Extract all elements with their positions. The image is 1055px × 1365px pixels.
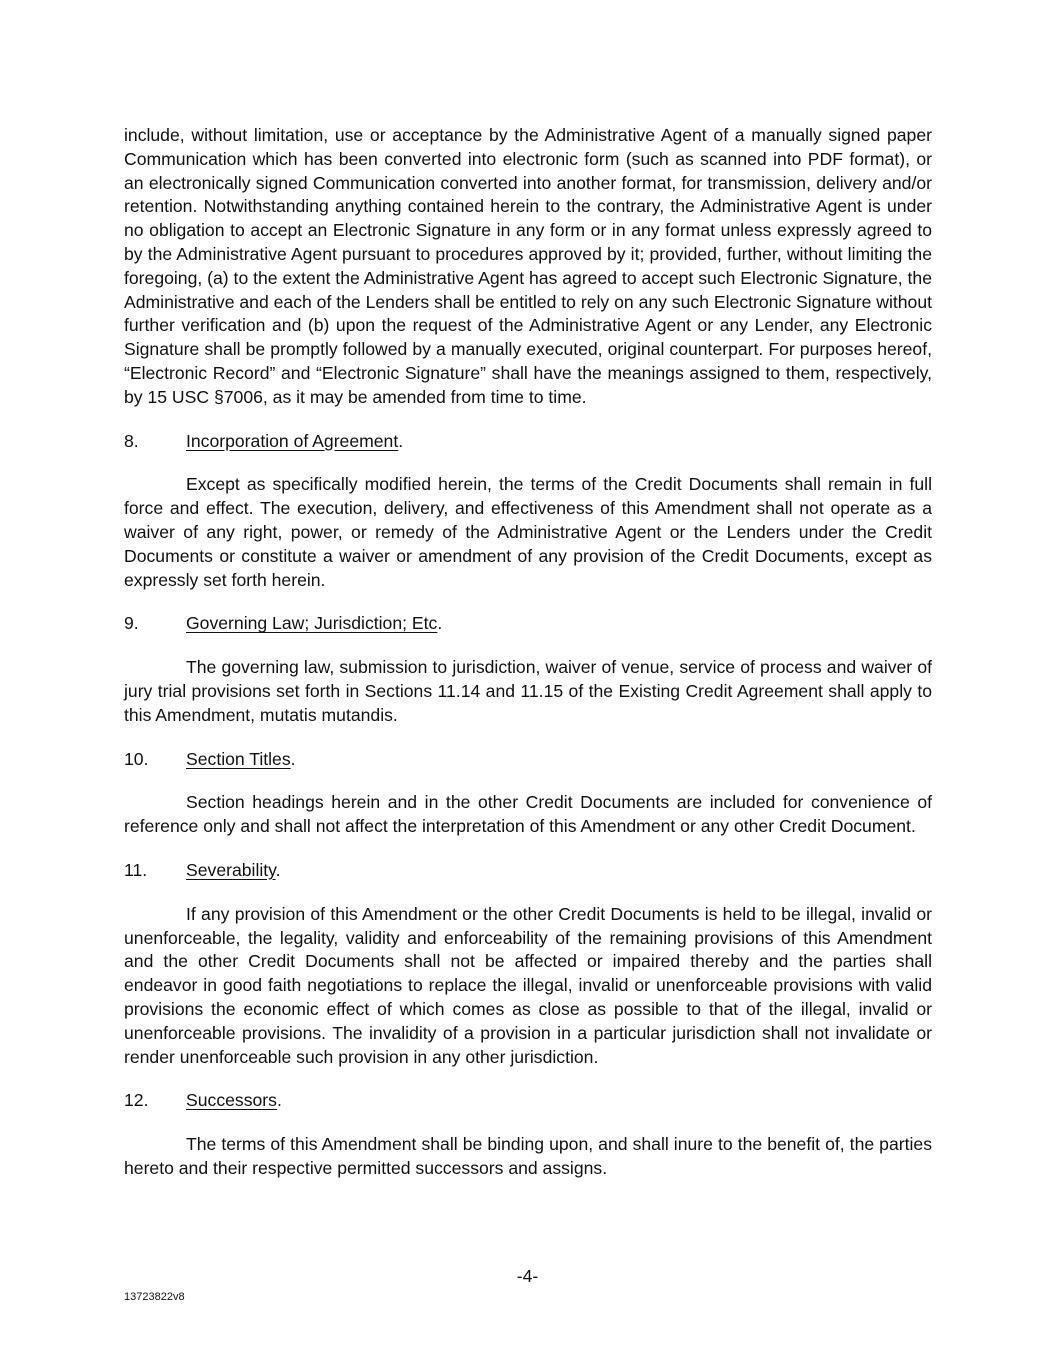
section-heading-12 [124, 1089, 932, 1113]
section-body-8: Except as specifically modified herein, the terms of the Credit Documents shall remain in full force and effect. The execution, delivery, and effectiveness of this Amendment shall not operate as a waiver of any right, power, or remedy of the Administrative Agent or the Lenders under the Credit Documents or constitute a waiver or amendment of any provision of the Credit Documents, except as expressly set forth herein. [124, 474, 932, 590]
section-heading-text [186, 748, 296, 772]
section-heading-11 [124, 859, 932, 883]
section-body-9: The governing law, submission to jurisdiction, waiver of venue, service of process and waiver of jury trial provisions set forth in Sections 11.14 and 11.15 of the Existing Credit Agreement shall apply to this Amendment, mutatis mutandis. [124, 657, 932, 725]
section-body-11: If any provision of this Amendment or the other Credit Documents is held to be illegal, invalid or unenforceable, the legality, validity and enforceability of the remaining provisions of this Amendment and the other Credit Documents shall not be affected or impaired thereby and the parties shall endeavor in good faith negotiations to replace the illegal, invalid or unenforceable provisions with valid provisions the economic effect of which comes as close as possible to that of the illegal, invalid or unenforceable provisions. The invalidity of a provision in a particular jurisdiction shall not invalidate or render unenforceable such provision in any other jurisdiction. [124, 903, 932, 1067]
section-title-punct: . [437, 613, 443, 634]
section-heading-10 [124, 748, 932, 772]
section-number: 12. [124, 1090, 149, 1111]
section-title: Severability [186, 859, 276, 880]
section-title-punct: . [275, 859, 281, 880]
section-number: 9. [124, 613, 139, 634]
section-body-10: Section headings herein and in the other Credit Documents are included for convenience of reference only and shall not affect the interpretation of this Amendment or any other Credit Document. [124, 792, 932, 837]
section-title-punct: . [290, 748, 296, 769]
intro-paragraph: include, without limitation, use or acceptance by the Administrative Agent of a manually signed paper Communication which has been converted into electronic form (such as scanned into PDF format), or an electronically signed Communication converted into another format, for transmission, delivery and/or retention. Notwithstanding anything contained herein to the contrary, the Administrative Agent is under no obligation to accept an Electronic Signature in any form or in any format unless expressly agreed to by the Administrative Agent pursuant to procedures approved by it; provided, further, without limiting the foregoing, (a) to the extent the Administrative Agent has agreed to accept such Electronic Signature, the Administrative and each of the Lenders shall be entitled to rely on any such Electronic Signature without further verification and (b) upon the request of the Administrative Agent or any Lender, any Electronic Signature shall be promptly followed by a manually executed, original counterpart. For purposes hereof, “Electronic Record” and “Electronic Signature” shall have the meanings assigned to them, respectively, by 15 USC §7006, as it may be amended from time to time. [124, 125, 932, 407]
section-title-punct: . [398, 430, 404, 451]
section-title-punct: . [276, 1090, 282, 1111]
section-heading-text [186, 612, 442, 636]
section-heading-9 [124, 612, 932, 636]
section-title: Section Titles [186, 748, 291, 769]
section-title: Successors [186, 1090, 277, 1111]
section-title: Governing Law; Jurisdiction; Etc [186, 613, 438, 634]
section-body-12: The terms of this Amendment shall be binding upon, and shall inure to the benefit of, the parties hereto and their respective permitted successors and assigns. [124, 1134, 932, 1178]
section-number: 11. [124, 859, 148, 880]
section-heading-8 [124, 430, 932, 454]
section-heading-text [186, 859, 281, 883]
section-heading-text [186, 1089, 282, 1113]
section-heading-text [186, 430, 403, 454]
document-body [124, 124, 932, 1201]
section-number: 10. [124, 748, 149, 769]
page-number: -4- [516, 1266, 539, 1286]
section-number: 8. [124, 430, 139, 451]
document-id: 13723822v8 [124, 1291, 185, 1303]
section-title: Incorporation of Agreement [186, 430, 399, 451]
